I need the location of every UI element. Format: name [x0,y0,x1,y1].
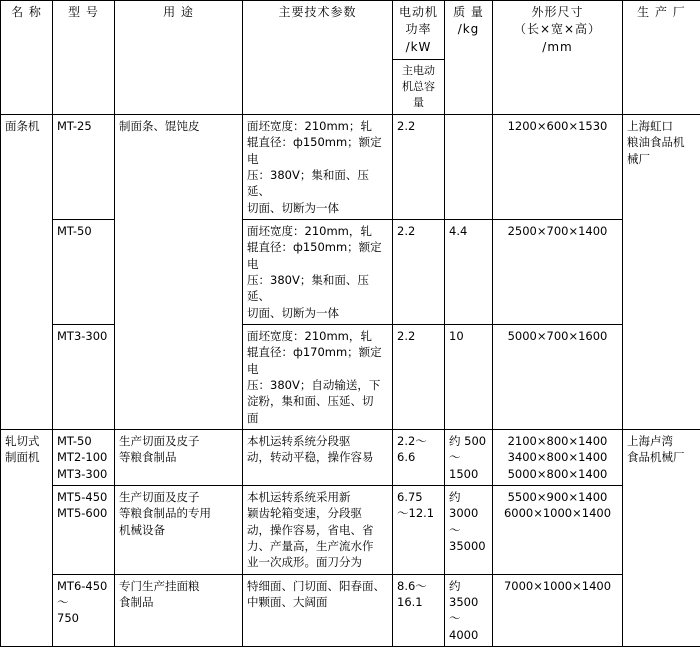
cell-dimensions: 5000×700×1600 [493,324,623,429]
cell-dimensions [493,485,623,574]
maker-line: 粮油食品机 [627,134,696,150]
table-body [1,114,700,646]
use-line: 食制品 [119,594,238,610]
mass-line: ～4000 [449,610,488,643]
power-line: 6.6 [397,449,440,465]
param-line: 面坯宽度：210mm，轧 [247,328,388,344]
table-row [1,429,700,485]
use-line: 等粮食制品的专用 [119,505,238,521]
param-line: 面 [247,410,388,426]
param-line: 切面、切断为一体 [247,305,388,321]
maker-line: 上海卢湾 [627,433,696,449]
cell-params [243,485,393,574]
power-line: ～12.1 [397,505,440,521]
mass-line: ～1500 [449,449,488,482]
header-name: 名 称 [1,1,53,115]
table-row [1,574,700,646]
header-dimensions [493,1,623,115]
header-mass-line2: /kg [449,21,488,38]
param-line: 淀粉，集和面、压延、切 [247,393,388,409]
cell-params [243,429,393,485]
header-mass [445,1,493,115]
use-line: 等粮食制品 [119,449,238,465]
param-line: 业一次成形。面刀分为 [247,554,388,570]
param-line: 压：380V；集和面、压延、 [247,272,388,305]
cell-dimensions: 2500×700×1400 [493,219,623,324]
param-line: 特细面、门切面、阳春面、 [247,578,388,594]
param-line: 面坯宽度：210mm；轧 [247,118,388,134]
cell-use [115,429,243,485]
mass-line: ～35000 [449,522,488,555]
cell-power: 2.2 [393,114,445,219]
model-line: MT6-450～ [57,578,110,611]
cell-dimensions: 1200×600×1530 [493,114,623,219]
param-line: 本机运转系统采用新 [247,489,388,505]
param-line: 压：380V；自动输送，下 [247,377,388,393]
header-params: 主要技术参数 [243,1,393,115]
cell-mass: 10 [445,324,493,429]
cell-power [393,429,445,485]
use-line: 生产切面及皮子 [119,489,238,505]
header-dim-line1: 外形尺寸 [497,4,618,21]
power-line: 8.6～ [397,578,440,594]
cell-model: MT3-300 [53,324,115,429]
cell-manufacturer [623,114,700,429]
cell-model [53,429,115,485]
cell-power: 2.2 [393,219,445,324]
header-use: 用 途 [115,1,243,115]
cell-model: MT-50 [53,219,115,324]
name-line: 轧切式 [5,433,48,449]
use-line: 机械设备 [119,522,238,538]
param-line: 辊直径：ф150mm；额定电 [247,239,388,272]
cell-dimensions [493,429,623,485]
header-mass-line1: 质 量 [449,4,488,21]
cell-dimensions [493,574,623,646]
header-manufacturer: 生 产 厂 [623,1,700,115]
mass-line: 约 3500 [449,578,488,611]
cell-params [243,219,393,324]
cell-mass: 4.4 [445,219,493,324]
dim-line: 6000×1000×1400 [497,505,618,521]
header-model: 型 号 [53,1,115,115]
cell-name [1,429,53,646]
cell-model: MT-25 [53,114,115,219]
power-line: 2.2～ [397,433,440,449]
cell-name: 面条机 [1,114,53,429]
cell-mass [445,114,493,219]
dim-line: 2100×800×1400 [497,433,618,449]
header-power-line2: /kW [397,39,440,56]
param-line: 压：380V；集和面、压延、 [247,167,388,200]
header-dim-line3: /mm [497,39,618,56]
cell-power [393,574,445,646]
model-line: MT5-600 [57,505,110,521]
cell-power: 2.2 [393,324,445,429]
maker-line: 械厂 [627,151,696,167]
power-line: 6.75 [397,489,440,505]
param-line: 动，操作容易，省电、省 [247,522,388,538]
param-line: 面坯宽度：210mm，轧 [247,223,388,239]
header-power-line1: 电动机功率 [397,4,440,39]
dim-line: 3400×800×1400 [497,449,618,465]
dim-line: 7000×1000×1400 [497,578,618,594]
cell-model [53,485,115,574]
cell-power [393,485,445,574]
model-line: MT-50 [57,433,110,449]
param-line: 切面、切断为一体 [247,200,388,216]
cell-mass [445,574,493,646]
table-header [1,1,700,115]
maker-line: 上海虹口 [627,118,696,134]
param-line: 本机运转系统分段驱 [247,433,388,449]
header-dim-line2: （长×宽×高） [497,21,618,38]
table-row [1,114,700,219]
power-line: 16.1 [397,594,440,610]
cell-use [115,574,243,646]
dim-line: 5500×900×1400 [497,489,618,505]
table-row [1,219,700,324]
header-power [393,1,445,60]
table-row [1,485,700,574]
cell-use [115,485,243,574]
table-row [1,324,700,429]
cell-mass [445,429,493,485]
name-line: 制面机 [5,449,48,465]
param-line: 辊直径：ф170mm；额定电 [247,344,388,377]
mass-line: 约 500 [449,433,488,449]
cell-manufacturer [623,429,700,646]
model-line: MT3-300 [57,466,110,482]
cell-params [243,324,393,429]
cell-use: 制面条、馄饨皮 [115,114,243,429]
cell-mass [445,485,493,574]
use-line: 生产切面及皮子 [119,433,238,449]
model-line: 750 [57,610,110,626]
param-line: 颖齿轮箱变速，分段驱 [247,505,388,521]
param-line: 辊直径：ф150mm；额定电 [247,134,388,167]
maker-line: 食品机械厂 [627,449,696,465]
dim-line: 5000×800×1400 [497,466,618,482]
param-line: 中颗面、大阔面 [247,594,388,610]
header-power-sub: 主电动机总容量 [393,60,445,115]
cell-params [243,114,393,219]
use-line: 专门生产挂面粮 [119,578,238,594]
param-line: 动，转动平稳，操作容易 [247,449,388,465]
cell-model [53,574,115,646]
model-line: MT2-100 [57,449,110,465]
param-line: 力、产量高，生产流水作 [247,538,388,554]
mass-line: 约 3000 [449,489,488,522]
model-line: MT5-450 [57,489,110,505]
cell-params [243,574,393,646]
